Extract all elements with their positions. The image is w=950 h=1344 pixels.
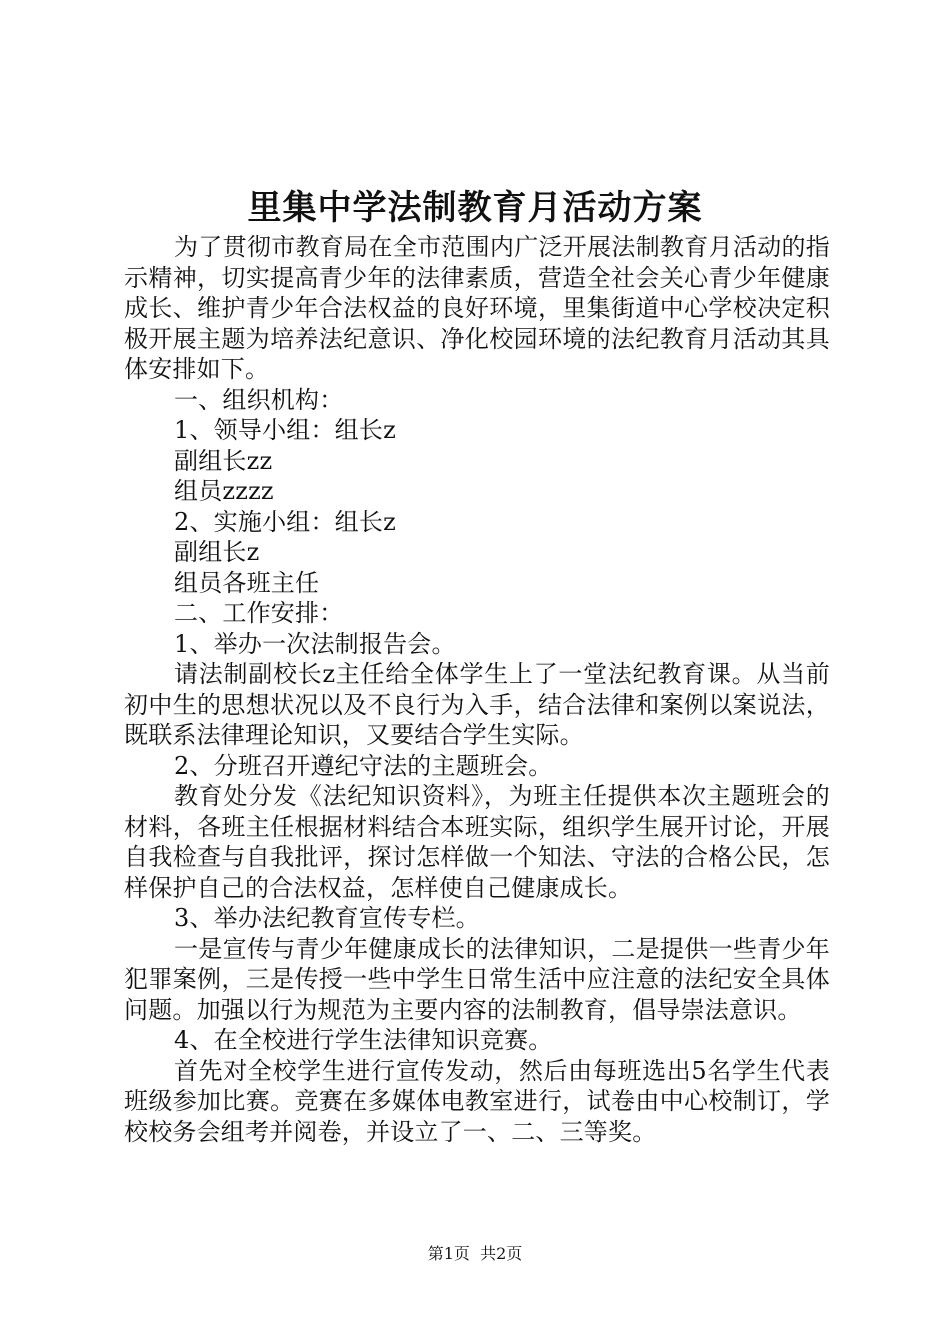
implementation-members-line: 组员各班主任: [174, 568, 320, 597]
leadership-members-line: 组员zzzz: [174, 477, 274, 505]
item-4-heading: 4、在全校进行学生法律知识竞赛。: [174, 1026, 553, 1054]
item-4-paragraph: 首先对全校学生进行宣传发动，然后由每班选出5名学生代表班级参加比赛。竞赛在多媒体电教室进行，试卷由中心校制订，学校校务会组考并阅卷，并设立了一、二、三等奖。: [124, 1056, 830, 1146]
implementation-group-line: 2、实施小组：组长z: [174, 507, 396, 536]
leadership-deputy-line: 副组长zz: [174, 446, 273, 475]
item-2-paragraph: 教育处分发《法纪知识资料》，为班主任提供本次主题班会的材料，各班主任根据材料结合本班实际，组织学生展开讨论，开展自我检查与自我批评，探讨怎样做一个知法、守法的合格公民，怎样保护自己的合法权益，怎样使自己健康成长。: [124, 782, 830, 902]
item-3-paragraph: 一是宣传与青少年健康成长的法律知识，二是提供一些青少年犯罪案例，三是传授一些中学生日常生活中应注意的法纪安全具体问题。加强以行为规范为主要内容的法制教育，倡导崇法意识。: [124, 934, 830, 1024]
implementation-deputy-line: 副组长z: [174, 538, 260, 566]
page-footer: 第1页 共2页: [427, 1244, 523, 1263]
item-3-heading: 3、举办法纪教育宣传专栏。: [174, 904, 480, 932]
leadership-group-line: 1、领导小组：组长z: [174, 416, 396, 444]
item-2-heading: 2、分班召开遵纪守法的主题班会。: [174, 751, 553, 780]
document-body: [124, 232, 830, 1147]
section-heading-organization: 一、组织机构：: [174, 385, 344, 414]
section-heading-work-arrangement: 二、工作安排：: [174, 599, 344, 627]
intro-paragraph: 为了贯彻市教育局在全市范围内广泛开展法制教育月活动的指示精神，切实提高青少年的法律素质，营造全社会关心青少年健康成长、维护青少年合法权益的良好环境，里集街道中心学校决定积极开展主题为培养法纪意识、净化校园环境的法纪教育月活动其具体安排如下。: [124, 233, 830, 383]
item-1-paragraph: 请法制副校长z主任给全体学生上了一堂法纪教育课。从当前初中生的思想状况以及不良行为入手，结合法律和案例以案说法，既联系法律理论知识，又要结合学生实际。: [124, 660, 830, 749]
item-1-heading: 1、举办一次法制报告会。: [174, 629, 456, 658]
document-title: 里集中学法制教育月活动方案: [247, 188, 703, 228]
